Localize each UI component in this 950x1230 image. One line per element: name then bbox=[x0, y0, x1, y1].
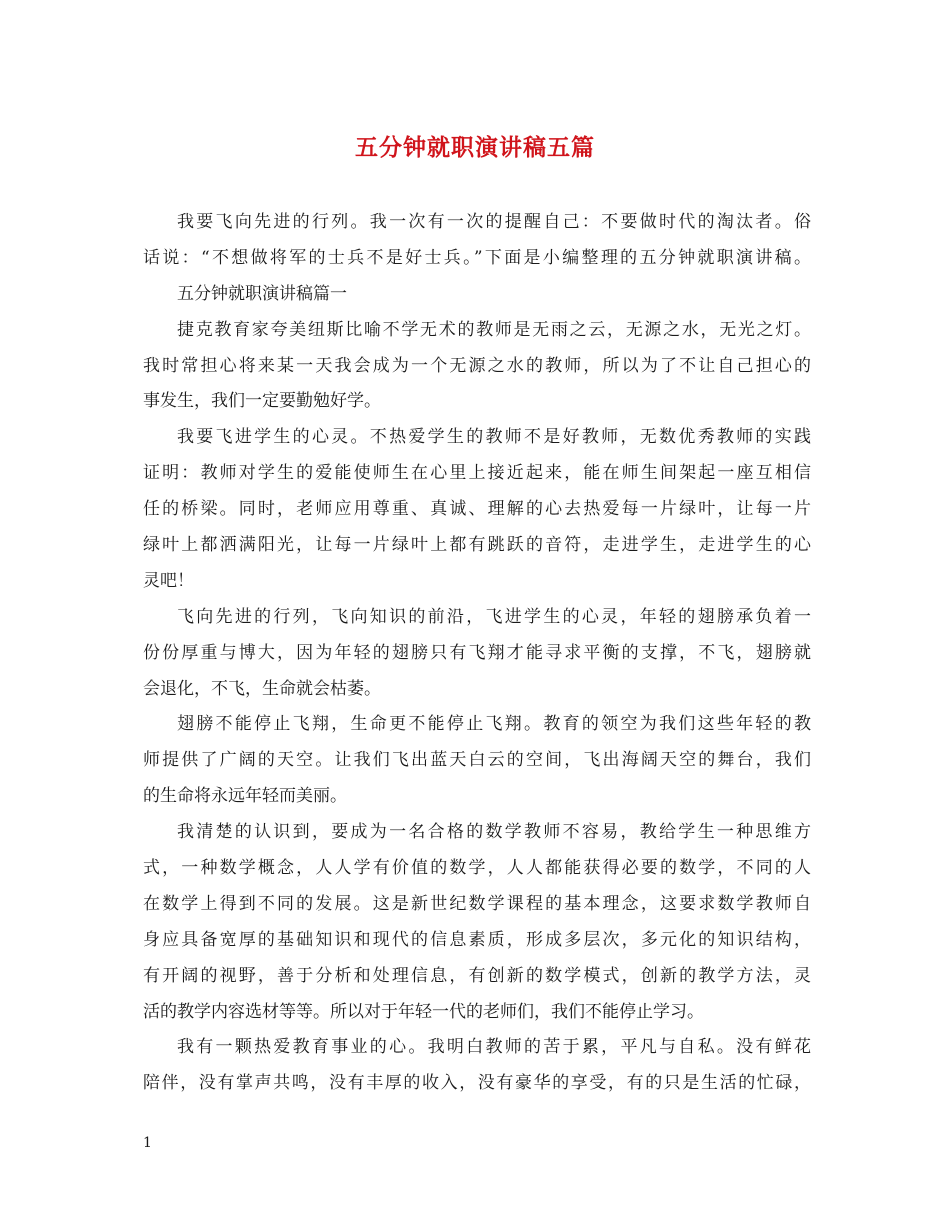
body-line: 式，一种数学概念，人人学有价值的数学，人人都能获得必要的数学，不同的人 bbox=[143, 858, 811, 879]
body-line: 身应具备宽厚的基础知识和现代的信息素质，形成多层次，多元化的知识结构， bbox=[143, 929, 811, 950]
body-line: 我要飞进学生的心灵。不热爱学生的教师不是好教师，无数优秀教师的实践 bbox=[177, 427, 811, 448]
body-line: 在数学上得到不同的发展。这是新世纪数学课程的基本理念，这要求数学教师自 bbox=[143, 893, 811, 914]
body-line: 任的桥梁。同时，老师应用尊重、真诚、理解的心去热爱每一片绿叶，让每一片 bbox=[143, 499, 811, 520]
section-heading: 五分钟就职演讲稿篇一 bbox=[177, 283, 347, 304]
document-title: 五分钟就职演讲稿五篇 bbox=[355, 134, 595, 161]
body-line: 有开阔的视野，善于分析和处理信息，有创新的数学模式，创新的教学方法，灵 bbox=[143, 965, 811, 986]
body-line: 事发生，我们一定要勤勉好学。 bbox=[143, 391, 381, 412]
body-line: 份份厚重与博大，因为年轻的翅膀只有飞翔才能寻求平衡的支撑，不飞，翅膀就 bbox=[143, 642, 811, 663]
body-line: 话说：“不想做将军的士兵不是好士兵。”下面是小编整理的五分钟就职演讲稿。 bbox=[143, 247, 811, 268]
body-line: 陪伴，没有掌声共鸣，没有丰厚的收入，没有豪华的享受，有的只是生活的忙碌， bbox=[143, 1073, 811, 1094]
body-line: 会退化，不飞，生命就会枯萎。 bbox=[143, 678, 381, 699]
body-line: 的生命将永远年轻而美丽。 bbox=[143, 786, 347, 807]
body-line: 绿叶上都洒满阳光，让每一片绿叶上都有跳跃的音符，走进学生，走进学生的心 bbox=[143, 535, 811, 556]
body-line: 捷克教育家夸美纽斯比喻不学无术的教师是无雨之云，无源之水，无光之灯。 bbox=[177, 319, 811, 340]
body-line: 翅膀不能停止飞翔，生命更不能停止飞翔。教育的领空为我们这些年轻的教 bbox=[177, 714, 811, 735]
body-line: 我清楚的认识到，要成为一名合格的数学教师不容易，教给学生一种思维方 bbox=[177, 822, 811, 843]
body-line: 飞向先进的行列，飞向知识的前沿，飞进学生的心灵，年轻的翅膀承负着一 bbox=[177, 606, 811, 627]
page-number: 1 bbox=[143, 1135, 152, 1151]
body-line: 我有一颗热爱教育事业的心。我明白教师的苦于累，平凡与自私。没有鲜花 bbox=[177, 1037, 811, 1058]
document-body bbox=[143, 205, 811, 1102]
body-line: 师提供了广阔的天空。让我们飞出蓝天白云的空间，飞出海阔天空的舞台，我们 bbox=[143, 750, 811, 771]
body-line: 活的教学内容选材等等。所以对于年轻一代的老师们，我们不能停止学习。 bbox=[143, 1001, 704, 1022]
body-line: 证明：教师对学生的爱能使师生在心里上接近起来，能在师生间架起一座互相信 bbox=[143, 463, 811, 484]
body-line: 我要飞向先进的行列。我一次有一次的提醒自己：不要做时代的淘汰者。俗 bbox=[177, 212, 811, 232]
body-line: 我时常担心将来某一天我会成为一个无源之水的教师，所以为了不让自己担心的 bbox=[143, 355, 811, 376]
body-line: 灵吧！ bbox=[143, 570, 194, 591]
